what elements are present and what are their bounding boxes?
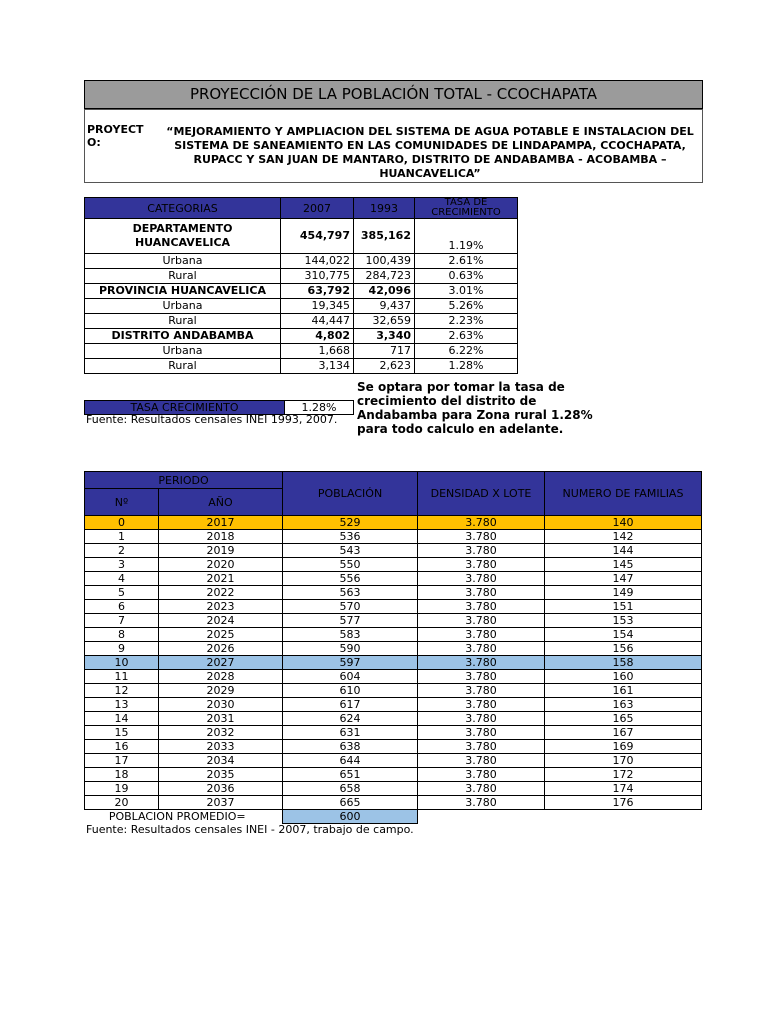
header-1993: 1993 bbox=[354, 198, 415, 219]
table-row bbox=[85, 642, 702, 656]
row-year: 2017 bbox=[159, 516, 283, 530]
row-familias: 161 bbox=[545, 684, 702, 698]
row-poblacion: 651 bbox=[283, 768, 418, 782]
row-familias: 169 bbox=[545, 740, 702, 754]
category-name: PROVINCIA HUANCAVELICA bbox=[85, 284, 281, 299]
row-year: 2023 bbox=[159, 600, 283, 614]
row-densidad: 3.780 bbox=[418, 670, 545, 684]
category-name: Rural bbox=[85, 359, 281, 374]
row-number: 5 bbox=[85, 586, 159, 600]
row-densidad: 3.780 bbox=[418, 726, 545, 740]
row-number: 0 bbox=[85, 516, 159, 530]
header-n: Nº bbox=[85, 489, 159, 516]
row-year: 2030 bbox=[159, 698, 283, 712]
row-familias: 174 bbox=[545, 782, 702, 796]
row-year: 2032 bbox=[159, 726, 283, 740]
row-familias: 140 bbox=[545, 516, 702, 530]
category-name: DEPARTAMENTO HUANCAVELICA bbox=[85, 219, 281, 254]
table-row bbox=[85, 656, 702, 670]
row-densidad: 3.780 bbox=[418, 614, 545, 628]
row-poblacion: 665 bbox=[283, 796, 418, 810]
table-row bbox=[85, 219, 518, 254]
row-familias: 165 bbox=[545, 712, 702, 726]
promedio-row bbox=[85, 810, 702, 824]
row-number: 19 bbox=[85, 782, 159, 796]
row-familias: 145 bbox=[545, 558, 702, 572]
row-year: 2028 bbox=[159, 670, 283, 684]
row-densidad: 3.780 bbox=[418, 768, 545, 782]
row-familias: 158 bbox=[545, 656, 702, 670]
row-number: 13 bbox=[85, 698, 159, 712]
row-poblacion: 638 bbox=[283, 740, 418, 754]
row-familias: 144 bbox=[545, 544, 702, 558]
source-note-2: Fuente: Resultados censales INEI - 2007, trabajo de campo. bbox=[86, 823, 414, 836]
value-1993: 717 bbox=[354, 344, 415, 359]
table-row bbox=[85, 796, 702, 810]
table-row bbox=[85, 726, 702, 740]
row-densidad: 3.780 bbox=[418, 740, 545, 754]
header-poblacion: POBLACIÓN bbox=[283, 472, 418, 516]
category-name: Rural bbox=[85, 269, 281, 284]
row-densidad: 3.780 bbox=[418, 754, 545, 768]
row-densidad: 3.780 bbox=[418, 586, 545, 600]
periodo-body bbox=[85, 516, 702, 810]
row-densidad: 3.780 bbox=[418, 628, 545, 642]
value-1993: 284,723 bbox=[354, 269, 415, 284]
value-2007: 63,792 bbox=[281, 284, 354, 299]
table-row bbox=[85, 344, 518, 359]
header-categorias: CATEGORIAS bbox=[85, 198, 281, 219]
row-familias: 147 bbox=[545, 572, 702, 586]
row-number: 18 bbox=[85, 768, 159, 782]
table-row bbox=[85, 299, 518, 314]
category-name: Urbana bbox=[85, 344, 281, 359]
row-poblacion: 570 bbox=[283, 600, 418, 614]
table-row bbox=[85, 558, 702, 572]
table-row bbox=[85, 254, 518, 269]
project-description: “MEJORAMIENTO Y AMPLIACION DEL SISTEMA DE AGUA POTABLE E INSTALACION DEL SISTEMA DE SANEAMIENTO EN LAS COMUNIDADES DE LINDAPAMPA, CCOCHAPATA, RUPACC Y SAN JUAN DE MANTARO, DISTRITO DE ANDABAMBA - ACOBAMBA – HUANCAVELICA” bbox=[166, 125, 694, 180]
value-2007: 44,447 bbox=[281, 314, 354, 329]
row-densidad: 3.780 bbox=[418, 656, 545, 670]
value-1993: 9,437 bbox=[354, 299, 415, 314]
row-number: 12 bbox=[85, 684, 159, 698]
value-2007: 3,134 bbox=[281, 359, 354, 374]
row-number: 1 bbox=[85, 530, 159, 544]
table-row bbox=[85, 359, 518, 374]
row-densidad: 3.780 bbox=[418, 782, 545, 796]
row-familias: 156 bbox=[545, 642, 702, 656]
row-familias: 163 bbox=[545, 698, 702, 712]
tasa-value: 0.63% bbox=[415, 269, 518, 284]
header-tasa: TASA DE CRECIMIENTO bbox=[415, 198, 518, 219]
value-2007: 19,345 bbox=[281, 299, 354, 314]
table-row bbox=[85, 530, 702, 544]
categories-table bbox=[84, 197, 518, 374]
tasa-value: 2.63% bbox=[415, 329, 518, 344]
row-familias: 167 bbox=[545, 726, 702, 740]
table-row bbox=[85, 314, 518, 329]
tasa-value: 2.61% bbox=[415, 254, 518, 269]
tasa-value: 1.28% bbox=[415, 359, 518, 374]
value-2007: 1,668 bbox=[281, 344, 354, 359]
row-number: 15 bbox=[85, 726, 159, 740]
row-number: 8 bbox=[85, 628, 159, 642]
tasa-value: 2.23% bbox=[415, 314, 518, 329]
row-familias: 172 bbox=[545, 768, 702, 782]
project-label-line2: O: bbox=[87, 136, 101, 149]
value-1993: 385,162 bbox=[354, 219, 415, 254]
row-number: 17 bbox=[85, 754, 159, 768]
row-year: 2031 bbox=[159, 712, 283, 726]
row-year: 2021 bbox=[159, 572, 283, 586]
category-name: Urbana bbox=[85, 254, 281, 269]
row-number: 14 bbox=[85, 712, 159, 726]
table-row bbox=[85, 698, 702, 712]
tasa-value: 5.26% bbox=[415, 299, 518, 314]
value-2007: 144,022 bbox=[281, 254, 354, 269]
row-densidad: 3.780 bbox=[418, 712, 545, 726]
row-poblacion: 631 bbox=[283, 726, 418, 740]
row-year: 2018 bbox=[159, 530, 283, 544]
row-poblacion: 536 bbox=[283, 530, 418, 544]
tasa-value: 3.01% bbox=[415, 284, 518, 299]
category-name: DISTRITO ANDABAMBA bbox=[85, 329, 281, 344]
header-densidad: DENSIDAD X LOTE bbox=[418, 472, 545, 516]
row-poblacion: 563 bbox=[283, 586, 418, 600]
table-row bbox=[85, 782, 702, 796]
row-poblacion: 577 bbox=[283, 614, 418, 628]
value-2007: 310,775 bbox=[281, 269, 354, 284]
row-number: 16 bbox=[85, 740, 159, 754]
categories-body bbox=[85, 219, 518, 374]
tasa-crecimiento-value: 1.28% bbox=[285, 401, 354, 415]
row-familias: 142 bbox=[545, 530, 702, 544]
row-familias: 153 bbox=[545, 614, 702, 628]
row-densidad: 3.780 bbox=[418, 600, 545, 614]
row-year: 2036 bbox=[159, 782, 283, 796]
header-anio: AÑO bbox=[159, 489, 283, 516]
table-row bbox=[85, 572, 702, 586]
source-note-1: Fuente: Resultados censales INEI 1993, 2007. bbox=[86, 413, 338, 426]
row-year: 2033 bbox=[159, 740, 283, 754]
row-number: 20 bbox=[85, 796, 159, 810]
project-label bbox=[87, 123, 153, 149]
categories-header-row bbox=[85, 198, 518, 219]
header-periodo: PERIODO bbox=[85, 472, 283, 489]
table-row bbox=[85, 329, 518, 344]
row-densidad: 3.780 bbox=[418, 684, 545, 698]
row-familias: 149 bbox=[545, 586, 702, 600]
project-box bbox=[84, 109, 703, 183]
row-number: 6 bbox=[85, 600, 159, 614]
tasa-value: 1.19% bbox=[415, 219, 518, 254]
row-year: 2026 bbox=[159, 642, 283, 656]
row-poblacion: 583 bbox=[283, 628, 418, 642]
row-poblacion: 543 bbox=[283, 544, 418, 558]
table-row bbox=[85, 284, 518, 299]
row-densidad: 3.780 bbox=[418, 572, 545, 586]
row-poblacion: 644 bbox=[283, 754, 418, 768]
row-densidad: 3.780 bbox=[418, 530, 545, 544]
header-familias: NUMERO DE FAMILIAS bbox=[545, 472, 702, 516]
row-number: 3 bbox=[85, 558, 159, 572]
table-row bbox=[85, 614, 702, 628]
value-1993: 2,623 bbox=[354, 359, 415, 374]
row-year: 2020 bbox=[159, 558, 283, 572]
row-year: 2024 bbox=[159, 614, 283, 628]
row-familias: 170 bbox=[545, 754, 702, 768]
row-year: 2025 bbox=[159, 628, 283, 642]
row-number: 11 bbox=[85, 670, 159, 684]
row-year: 2029 bbox=[159, 684, 283, 698]
row-poblacion: 550 bbox=[283, 558, 418, 572]
value-1993: 3,340 bbox=[354, 329, 415, 344]
table-row bbox=[85, 586, 702, 600]
row-densidad: 3.780 bbox=[418, 516, 545, 530]
periodo-table bbox=[84, 471, 702, 824]
table-row bbox=[85, 544, 702, 558]
value-1993: 32,659 bbox=[354, 314, 415, 329]
row-densidad: 3.780 bbox=[418, 558, 545, 572]
row-poblacion: 556 bbox=[283, 572, 418, 586]
value-1993: 100,439 bbox=[354, 254, 415, 269]
row-familias: 151 bbox=[545, 600, 702, 614]
tasa-value: 6.22% bbox=[415, 344, 518, 359]
row-poblacion: 529 bbox=[283, 516, 418, 530]
header-2007: 2007 bbox=[281, 198, 354, 219]
row-familias: 154 bbox=[545, 628, 702, 642]
promedio-label: POBLACION PROMEDIO= bbox=[108, 810, 246, 824]
row-year: 2027 bbox=[159, 656, 283, 670]
row-familias: 160 bbox=[545, 670, 702, 684]
page-title: PROYECCIÓN DE LA POBLACIÓN TOTAL - CCOCHAPATA bbox=[84, 80, 703, 109]
row-year: 2037 bbox=[159, 796, 283, 810]
table-row bbox=[85, 269, 518, 284]
row-year: 2035 bbox=[159, 768, 283, 782]
table-row bbox=[85, 740, 702, 754]
row-number: 4 bbox=[85, 572, 159, 586]
row-number: 2 bbox=[85, 544, 159, 558]
value-2007: 4,802 bbox=[281, 329, 354, 344]
table-row bbox=[85, 600, 702, 614]
row-densidad: 3.780 bbox=[418, 544, 545, 558]
table-row bbox=[85, 684, 702, 698]
row-number: 9 bbox=[85, 642, 159, 656]
value-2007: 454,797 bbox=[281, 219, 354, 254]
periodo-header-row-1 bbox=[85, 472, 702, 489]
row-densidad: 3.780 bbox=[418, 698, 545, 712]
row-poblacion: 624 bbox=[283, 712, 418, 726]
growth-rate-note: Se optara por tomar la tasa de crecimiento del distrito de Andabamba para Zona rural 1.28% para todo calculo en adelante. bbox=[357, 380, 593, 436]
table-row bbox=[85, 754, 702, 768]
row-poblacion: 590 bbox=[283, 642, 418, 656]
row-year: 2034 bbox=[159, 754, 283, 768]
table-row bbox=[85, 768, 702, 782]
table-row bbox=[85, 516, 702, 530]
table-row bbox=[85, 712, 702, 726]
row-poblacion: 617 bbox=[283, 698, 418, 712]
row-year: 2022 bbox=[159, 586, 283, 600]
promedio-spacer bbox=[418, 810, 702, 824]
row-poblacion: 604 bbox=[283, 670, 418, 684]
row-densidad: 3.780 bbox=[418, 642, 545, 656]
category-name: Urbana bbox=[85, 299, 281, 314]
row-poblacion: 658 bbox=[283, 782, 418, 796]
row-number: 7 bbox=[85, 614, 159, 628]
row-densidad: 3.780 bbox=[418, 796, 545, 810]
row-poblacion: 610 bbox=[283, 684, 418, 698]
row-familias: 176 bbox=[545, 796, 702, 810]
table-row bbox=[85, 670, 702, 684]
row-poblacion: 597 bbox=[283, 656, 418, 670]
project-label-line1: PROYECT bbox=[87, 123, 144, 136]
category-name: Rural bbox=[85, 314, 281, 329]
value-1993: 42,096 bbox=[354, 284, 415, 299]
row-number: 10 bbox=[85, 656, 159, 670]
promedio-value: 600 bbox=[283, 810, 418, 824]
tasa-crecimiento-label: TASA CRECIMIENTO bbox=[85, 401, 285, 415]
table-row bbox=[85, 628, 702, 642]
row-year: 2019 bbox=[159, 544, 283, 558]
